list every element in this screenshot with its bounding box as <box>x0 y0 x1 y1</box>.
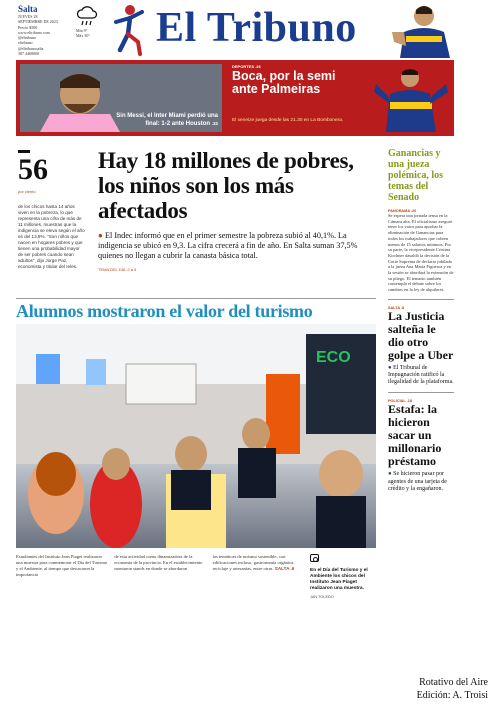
stat-unit: por ciento <box>18 189 36 194</box>
uber-body-text: El Tribunal de Impugnación ratificó la ilegalidad de la plataforma. <box>388 364 454 386</box>
uber-headline[interactable]: La Justicia salteña le dio otro golpe a Uber <box>388 308 454 362</box>
runner-logo-icon <box>108 2 148 56</box>
masthead-price: Precio $500 <box>18 24 38 30</box>
lead-headline[interactable]: Hay 18 millones de pobres, los niños son los más afectados <box>98 148 354 223</box>
masthead-date-2: SEPTIEMBRE DE 2023 <box>18 19 58 25</box>
estafa-body-text: Se hicieron pasar por agentes de una tarjeta de crédito y la engañaron. <box>388 471 447 492</box>
masthead <box>16 2 454 58</box>
temp-max: Máx 30° <box>76 33 90 38</box>
senado-headline[interactable]: Ganancias y una jueza polémica, los temas del Senado <box>388 148 443 203</box>
tourism-photo-art <box>16 324 376 548</box>
masthead-social-2: eltribuno <box>18 40 33 46</box>
tourism-tag: SALTA .6 <box>274 565 295 571</box>
tourism-photo <box>16 324 376 548</box>
tourism-body <box>16 554 306 578</box>
tourism-col-3-text: las temáticas de turismo sostenible, con edificaciones incluso, gastronomía orgánica, reciclaje y artesanías, entre otras. <box>212 554 295 571</box>
tourism-col-2: de esta actividad como dinamizadora de la economía de la provincia. En el establecimiento montaron stands en donde se abordaron <box>114 554 203 571</box>
tourism-caption <box>310 554 376 600</box>
promo-headline[interactable]: Boca, por la semi ante Palmeiras <box>232 69 336 96</box>
stat-body: de los chicos hasta 14 años viven en la pobreza, lo que representa una cifra de más de 11 millones, muestras que la indigencia se eleva según el año es del 13,9%. "Son niños que nacen en hogares pobres y que tienen una probabilidad mayor de ser pobres cuando sean adultos", dijo Jorge Paz, economista y titular del Ieles. <box>18 204 85 269</box>
photo-credit: JAN TOLEDO <box>310 595 334 599</box>
tourism-headline[interactable]: Alumnos mostraron el valor del turismo <box>16 298 376 320</box>
senado-tag: PANORAMA .20 <box>388 209 417 213</box>
uber-tag: SALTA .8 <box>388 305 405 310</box>
stat-sidebar <box>18 150 86 270</box>
tourism-caption-text: En el Día del Turismo y el Ambiente los chicos del Instituto Jean Piaget realizaron una muestra. <box>310 568 368 591</box>
stat-number: 56 <box>18 153 48 186</box>
masthead-site: www.eltribuno.com <box>18 29 50 35</box>
edition-credit <box>417 676 488 702</box>
tourism-col-3 <box>213 554 306 578</box>
masthead-date-1: JUEVES 28 <box>18 14 38 19</box>
eco-sign-text: ECO <box>316 349 351 366</box>
promo-subhead: El xeneize juega desde las 21.30 en La Bombonera. <box>232 118 344 123</box>
masthead-social-3: @eltribunosalta <box>18 45 44 51</box>
estafa-body <box>388 471 454 493</box>
estafa-tag: POLICIAL .18 <box>388 399 412 404</box>
promo-caption-page: .32 <box>211 121 218 126</box>
masthead-social-1: @eltribuno <box>18 35 37 41</box>
promo-tag: DEPORTES .26 <box>232 64 261 69</box>
lead-story[interactable] <box>98 148 378 272</box>
promo-caption <box>108 113 218 128</box>
newspaper-front-page <box>16 2 454 604</box>
weather-cloud-rain-icon <box>76 4 98 30</box>
masthead-city: Salta <box>18 4 38 14</box>
bullet-icon: ● <box>388 364 392 371</box>
right-column <box>388 148 454 493</box>
senado-body: Se espera una jornada tensa en la Cámara alta. El oficialismo aseguró tener los votos para aprobar la eliminación de Ganancias para todos los trabajadores que cobren menos de 15 salarios mínimos. Por su parte, la vicepresidente Cristina Kirchner dasaldó la decisión de la Corte Suprema de declarar jubilada a la jueza Ana María Figueroa y en la sesión se abordará la extensión de su pliego. El temario también contempla el debate sobre los cambios en la ley de alquileres. <box>388 213 454 293</box>
bullet-icon: ● <box>388 471 392 478</box>
lead-source: TEMA DEL DÍA .2 a 4 <box>98 267 137 272</box>
lead-subhead-text: El Indec informó que en el primer semestre la pobreza subió al 40,1%. La indigencia se ubicó en 9,3. La cifra crecerá a fin de año. En Salta suman 37,5% quienes no llegan a cubrir la canasta básica total. <box>98 231 358 260</box>
divider <box>388 299 454 300</box>
uber-body <box>388 365 454 387</box>
tourism-col-1: Estudiantes del Instituto Jean Piaget realizaron una muestra para conmemorar el Día del Turismo y el Ambiente, al tiempo que destacaron la importancia <box>16 554 108 577</box>
camera-icon <box>310 554 319 562</box>
weather-temps <box>76 28 100 38</box>
temp-min: Mín 9° <box>76 28 88 33</box>
credit-line-2: Edición: A. Troisi <box>416 690 488 701</box>
credit-line-1: Rotativo del Aire <box>419 677 488 688</box>
estafa-headline[interactable]: Estafa: la hicieron sacar un millonario préstamo <box>388 402 442 469</box>
sports-promo-band[interactable] <box>16 60 454 136</box>
masthead-logo: El Tribuno <box>156 5 357 51</box>
masthead-social-4: 387 4468000 <box>18 51 39 57</box>
boca-player-photo <box>372 64 450 132</box>
lead-subhead <box>98 231 378 261</box>
divider <box>388 392 454 393</box>
bullet-icon: ● <box>98 231 103 240</box>
player-photo-top <box>384 2 454 58</box>
promo-caption-text: Sin Messi, el Inter Miami perdió una final: 1-2 ante Houston <box>116 113 218 127</box>
messi-photo <box>20 64 222 132</box>
masthead-info <box>18 4 74 56</box>
